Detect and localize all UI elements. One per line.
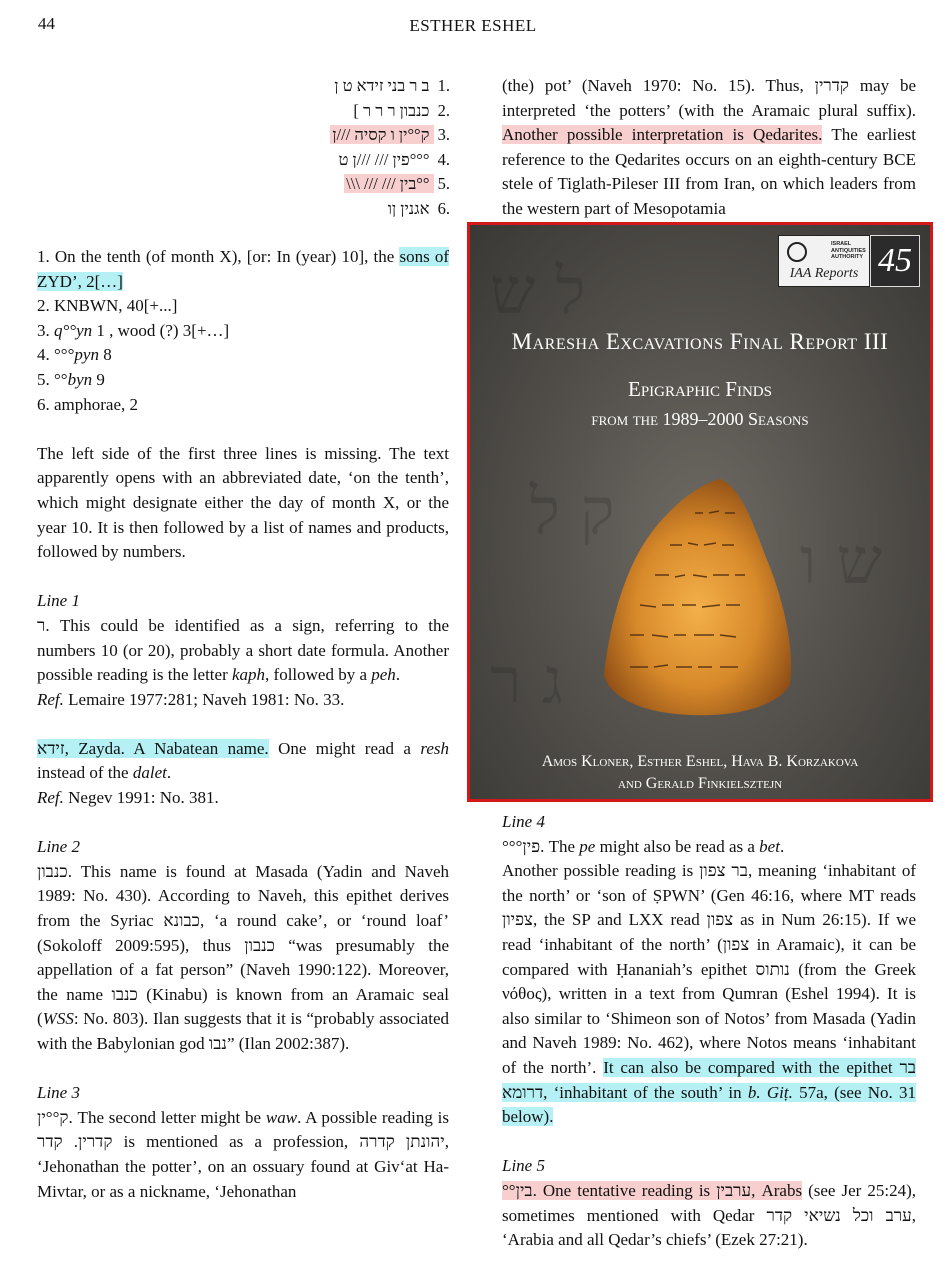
translation-text: 1. On the tenth (of month X), [or: In (year) 10], the bbox=[37, 247, 395, 266]
qedar-paragraph bbox=[502, 74, 916, 222]
body-text: , followed by a bbox=[265, 665, 368, 685]
italic-term: bet bbox=[759, 836, 780, 856]
highlight-pink: °°בין. One tentative reading is ערבין, Arabs bbox=[502, 1180, 803, 1200]
section-heading: Line 1 bbox=[37, 591, 80, 611]
italic-term: pyn bbox=[74, 345, 99, 365]
right-column-bottom bbox=[502, 810, 916, 1253]
line5-heading bbox=[502, 1154, 916, 1179]
background-inscription: ק ל bbox=[530, 475, 615, 549]
body-text: . bbox=[779, 836, 785, 856]
ref-label: Ref. bbox=[37, 788, 64, 808]
hebrew-line-number: .1 bbox=[437, 76, 450, 95]
translation-text: 8 bbox=[103, 345, 112, 365]
body-text: ק°°ין. The second letter might be bbox=[37, 1107, 262, 1127]
hebrew-line-number: .4 bbox=[437, 149, 450, 169]
volume-number: 45 bbox=[870, 235, 920, 287]
intro-paragraph: The left side of the first three lines is missing. The text apparently opens with an abbreviated date, ‘on the tenth’, which might designate either the day of month X, or the year 10. It is then followed by a list of names and products, followed by numbers. bbox=[37, 443, 449, 562]
translation-line-1 bbox=[37, 245, 449, 294]
translation-text: 9 bbox=[96, 369, 105, 389]
translation-line-3 bbox=[37, 319, 449, 344]
hebrew-line-number: .6 bbox=[437, 198, 450, 218]
hebrew-line-number: .3 bbox=[437, 125, 450, 145]
body-text: One might read a bbox=[278, 738, 411, 758]
body-text: Another possible reading is בר צפון, meaning ‘inhabitant of the north’ or ‘son of ṢPWN’ (Gen 46:16, where MT reads צפיון, the SP and LXX read צפון as in Num 26:15). If we read ‘inhabitant of the north’ (צפון in Aramaic), it can be compared with Ḥananiah’s epithet נותוס (from the Greek νόθος), written in a text from Qumran (Eshel 1994). It is also similar to ‘Shimeon son of Notos’ from Masada (Yadin and Naveh 1989: No. 462), where Notos means ‘inhabitant of the north’. bbox=[502, 861, 917, 1077]
translation-line-4 bbox=[37, 343, 449, 368]
background-inscription: ג ר bbox=[490, 645, 563, 719]
cover-subtitle: from the 1989–2000 Seasons bbox=[591, 409, 809, 429]
body-text: ר. This could be identified as a sign, referring to the numbers 10 (or 20), probably a short date formula. Another possible reading is the letter bbox=[37, 615, 449, 685]
line2-paragraph bbox=[37, 860, 449, 1057]
body-text: might also be read as a bbox=[599, 836, 755, 856]
running-head: ESTHER ESHEL bbox=[409, 16, 537, 35]
section-heading: Line 5 bbox=[502, 1156, 545, 1176]
cover-title: Maresha Excavations Final Report III bbox=[511, 329, 889, 354]
cover-authors: and Gerald Finkielsztejn bbox=[617, 775, 783, 792]
italic-term: WSS bbox=[42, 1009, 74, 1029]
line1-paragraph bbox=[37, 614, 449, 688]
highlight-text: It can also be compared with the epithet בר דרומא, ‘inhabitant of the south’ in bbox=[502, 1057, 916, 1102]
body-text: . bbox=[166, 763, 172, 783]
label: 3. bbox=[37, 320, 50, 340]
line4-paragraph-1 bbox=[502, 835, 916, 860]
line3-paragraph bbox=[37, 1106, 449, 1204]
page-number: 44 bbox=[38, 14, 55, 33]
hebrew-line-text: °°בין /// /// \\\ bbox=[344, 174, 433, 193]
body-text: כנבון. This name is found at Masada (Yadin and Naveh 1989: No. 430). According to Naveh, this epithet derives from the Syriac כבונא, ‘a round cake’, or ‘round loaf’ (Sokoloff 2009:595), thus כנבון “was presumably the appellation of a fat person” (Naveh 1990:122). Moreover, the name כנבו (Kinabu) is known from an Aramaic seal ( bbox=[37, 861, 449, 1029]
hebrew-line-5 bbox=[250, 172, 450, 197]
hebrew-line-text: ק°°ין ו קסיה ///ן bbox=[330, 125, 433, 144]
hebrew-line-text: אגנין ןו bbox=[387, 198, 430, 218]
line1-zayda-paragraph bbox=[37, 737, 449, 786]
logo-text: ISRAEL ANTIQUITIES AUTHORITY bbox=[831, 241, 866, 260]
translation-line-6: 6. amphorae, 2 bbox=[37, 394, 139, 414]
line1-ref-2 bbox=[37, 786, 449, 811]
hebrew-line-4 bbox=[250, 148, 450, 173]
line5-paragraph bbox=[502, 1179, 916, 1253]
body-text: °°°פין. The bbox=[502, 836, 576, 856]
right-column-top bbox=[502, 74, 916, 222]
highlight-cyan: sons of ZYD’, 2[…] bbox=[37, 247, 449, 291]
background-inscription: ל ש bbox=[490, 255, 586, 329]
section-heading: Line 2 bbox=[37, 837, 80, 857]
hebrew-line-6 bbox=[250, 197, 450, 222]
series-name: IAA Reports bbox=[789, 266, 859, 281]
italic-term: resh bbox=[420, 738, 449, 758]
translation-line-5 bbox=[37, 368, 449, 393]
section-heading: Line 4 bbox=[502, 812, 545, 831]
italic-term: waw bbox=[265, 1107, 298, 1127]
section-heading: Line 3 bbox=[37, 1083, 80, 1103]
ref-text: Negev 1991: No. 381. bbox=[68, 788, 219, 808]
background-inscription: ש ו bbox=[800, 525, 883, 599]
highlight-cyan: זידא, Zayda. A Nabatean name. bbox=[37, 738, 269, 758]
ref-text: Lemaire 1977:281; Naveh 1981: No. 33. bbox=[68, 689, 345, 709]
italic-term: b. Giṭ. bbox=[747, 1082, 793, 1102]
hebrew-line-1 bbox=[250, 74, 450, 99]
label: 4. °°° bbox=[37, 345, 75, 365]
italic-term: peh bbox=[371, 665, 396, 685]
cover-authors: Amos Kloner, Esther Eshel, Hava B. Korzakova bbox=[541, 753, 859, 770]
body-text: : No. 803). Ilan suggests that it is “probably associated with the Babylonian god נבו” (Ilan 2002:387). bbox=[37, 1009, 449, 1053]
translation-text: 1 , wood (?) 3[+…] bbox=[96, 320, 230, 340]
hebrew-transcription bbox=[250, 74, 450, 222]
italic-term: byn bbox=[67, 369, 93, 389]
line4-paragraph-2 bbox=[502, 859, 916, 1130]
ostracon-image bbox=[600, 475, 795, 720]
body-text: (see Jer 25:24), sometimes mentioned with Qedar ערב וכל נשיאי קדר, ‘Arabia and all Qedar’s chiefs’ (Ezek 27:21). bbox=[502, 1180, 917, 1250]
emblem-icon bbox=[787, 242, 807, 262]
hebrew-line-3 bbox=[250, 123, 450, 148]
body-text: (the) pot’ (Naveh 1970: No. 15). Thus, קדרין may be interpreted ‘the potters’ (with the Aramaic plural suffix). bbox=[502, 76, 916, 120]
hebrew-line-text: ב ר בני זידא ט ן bbox=[334, 76, 430, 95]
body-text: The earliest reference to the Qedarites occurs on an eighth-century BCE stele of Tiglath-Pileser III from Iran, on which leaders from the western part of Mesopotamia bbox=[502, 125, 916, 218]
hebrew-line-text: כנבון ר ר ר ] bbox=[353, 100, 430, 120]
ostracon-shape bbox=[604, 479, 791, 715]
line1-ref-1 bbox=[37, 688, 449, 713]
highlight-pink: Another possible interpretation is Qedarites. bbox=[502, 125, 823, 145]
italic-term: dalet bbox=[132, 763, 167, 783]
italic-term: q°°yn bbox=[54, 320, 93, 340]
italic-term: kaph bbox=[231, 665, 266, 685]
translation-line-2: 2. KNBWN, 40[+...] bbox=[37, 296, 178, 316]
left-column bbox=[37, 245, 449, 1204]
line2-heading bbox=[37, 835, 449, 860]
ref-label: Ref. bbox=[37, 689, 64, 709]
hebrew-line-number: .2 bbox=[437, 100, 450, 120]
line1-heading bbox=[37, 589, 449, 614]
body-text: instead of the bbox=[37, 763, 129, 783]
line3-heading bbox=[37, 1081, 449, 1106]
book-cover-image bbox=[467, 222, 933, 802]
label: 5. °° bbox=[37, 369, 68, 389]
line4-heading bbox=[502, 810, 916, 835]
iaa-logo bbox=[778, 235, 870, 287]
cover-subtitle: Epigraphic Finds bbox=[628, 377, 772, 401]
body-text: . bbox=[395, 665, 401, 685]
highlight-text: 57a, (see No. 31 below). bbox=[502, 1082, 917, 1127]
italic-term: pe bbox=[579, 836, 596, 856]
body-text: . A possible reading is קדרין. קדר is mentioned as a profession, יהונתן קדרה, ‘Jehonathan the potter’, on an ossuary found at Giv‘at Ha-Mivtar, or as a nickname, ‘Jehonathan bbox=[37, 1107, 449, 1201]
hebrew-line-number: .5 bbox=[437, 174, 450, 194]
hebrew-line-2 bbox=[250, 99, 450, 124]
hebrew-line-text: °°°פין /// ///ן ט bbox=[338, 149, 430, 169]
